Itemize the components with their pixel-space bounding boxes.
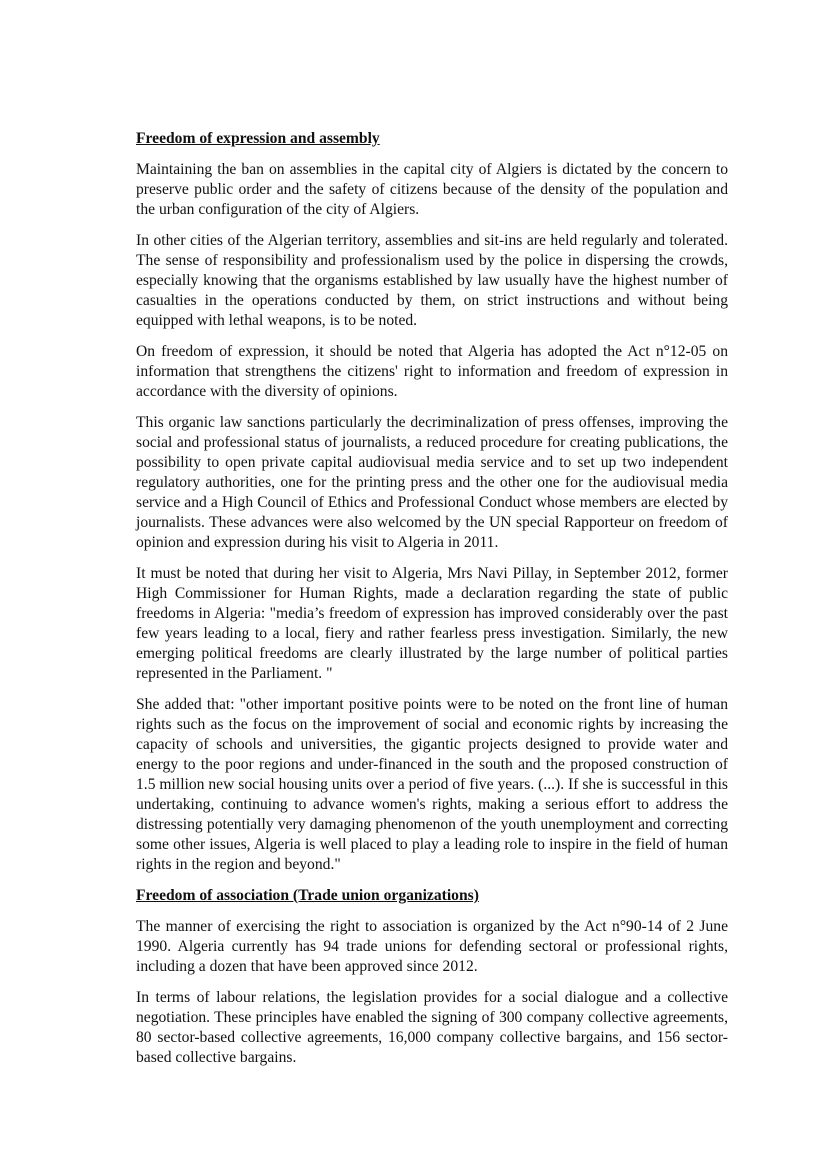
- paragraph: This organic law sanctions particularly the decriminalization of press offenses, improving the social and professional status of journalists, a reduced procedure for creating publications, the possibility to open private capital audiovisual media service and to set up two independent regulatory authorities, one for the printing press and the other one for the audiovisual media service and a High Council of Ethics and Professional Conduct whose members are elected by journalists. These advances were also welcomed by the UN special Rapporteur on freedom of opinion and expression during his visit to Algeria in 2011.: [136, 414, 728, 551]
- document-page: [136, 129, 728, 1079]
- paragraph: In terms of labour relations, the legislation provides for a social dialogue and a collective negotiation. These principles have enabled the signing of 300 company collective agreements, 80 sector-based collective agreements, 16,000 company collective bargains, and 156 sector-based collective bargains.: [136, 989, 728, 1066]
- paragraph: It must be noted that during her visit to Algeria, Mrs Navi Pillay, in September 2012, former High Commissioner for Human Rights, made a declaration regarding the state of public freedoms in Algeria: "media’s freedom of expression has improved considerably over the past few years leading to a local, fiery and rather fearless press investigation. Similarly, the new emerging political freedoms are clearly illustrated by the large number of political parties represented in the Parliament. ": [136, 565, 728, 682]
- paragraph: In other cities of the Algerian territory, assemblies and sit-ins are held regularly and tolerated. The sense of responsibility and professionalism used by the police in dispersing the crowds, especially knowing that the organisms established by law usually have the highest number of casualties in the operations conducted by them, on strict instructions and without being equipped with lethal weapons, is to be noted.: [136, 232, 728, 329]
- paragraph: Maintaining the ban on assemblies in the capital city of Algiers is dictated by the concern to preserve public order and the safety of citizens because of the density of the population and the urban configuration of the city of Algiers.: [136, 161, 728, 218]
- section-freedom-of-expression: [136, 129, 728, 875]
- paragraph: On freedom of expression, it should be noted that Algeria has adopted the Act n°12-05 on information that strengthens the citizens' right to information and freedom of expression in accordance with the diversity of opinions.: [136, 343, 728, 400]
- paragraph: The manner of exercising the right to association is organized by the Act n°90-14 of 2 June 1990. Algeria currently has 94 trade unions for defending sectoral or professional rights, including a dozen that have been approved since 2012.: [136, 918, 728, 975]
- section-heading: Freedom of association (Trade union organizations): [136, 887, 479, 904]
- section-freedom-of-association: [136, 886, 728, 1068]
- paragraph: She added that: "other important positive points were to be noted on the front line of human rights such as the focus on the improvement of social and economic rights by increasing the capacity of schools and universities, the gigantic projects designed to provide water and energy to the poor regions and under-financed in the south and the proposed construction of 1.5 million new social housing units over a period of five years. (...). If she is successful in this undertaking, continuing to advance women's rights, making a serious effort to address the distressing potentially very damaging phenomenon of the youth unemployment and correcting some other issues, Algeria is well placed to play a leading role to inspire in the field of human rights in the region and beyond.": [136, 696, 728, 873]
- section-heading: Freedom of expression and assembly: [136, 130, 380, 147]
